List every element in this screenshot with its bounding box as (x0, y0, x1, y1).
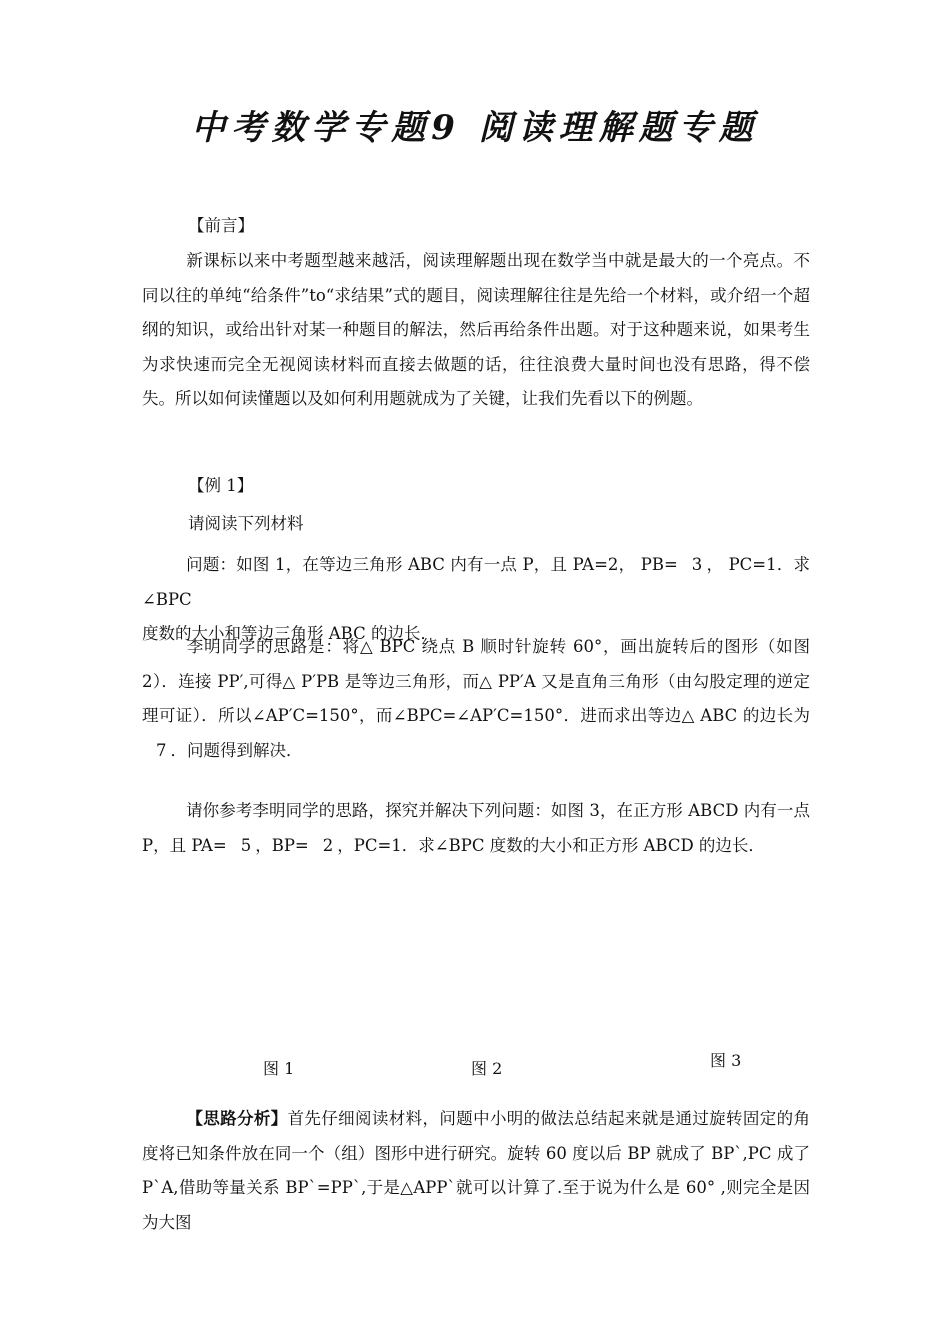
analysis-text: 首先仔细阅读材料，问题中小明的做法总结起来就是通过旋转固定的角度将已知条件放在同一个（组）图形中进行研究。旋转 60 度以后 BP 就成了 BP`,PC 成了 P`A,借助等量关系 BP`=PP`,于是△APP`就可以计算了.至于说为什么是 60° ,则完全是因为大图 (142, 1109, 811, 1232)
liming-text-a: 李明同学的思路是：将△ BPC 绕点 B 顺时针旋转 60°，画出旋转后的图形（如图 2）．连接 PP′,可得△ P′PB 是等边三角形，而△ PP′A 又是直角三角形（由勾股定理的逆定理可证）．所以∠AP′C=150°，而∠BPC=∠AP′C=150°．进而求出等边△ ABC 的边长为 (142, 637, 810, 725)
sqrt-3: 3 (682, 548, 703, 583)
figure-1-caption: 图 1 (263, 1059, 295, 1078)
figure-2-caption: 图 2 (471, 1059, 503, 1078)
problem-text-c: 度数的大小和等边三角形 ABC 的边长． (142, 624, 437, 643)
analysis-paragraph (142, 1102, 810, 1240)
example-label: 【例 1】 (188, 476, 254, 495)
preface-paragraph (142, 244, 810, 417)
task-text-c: ，PC=1．求∠BPC 度数的大小和正方形 ABCD 的边长． (337, 835, 765, 855)
sqrt-2: 2 (313, 829, 334, 864)
preface-text: 新课标以来中考题型越来越活，阅读理解题出现在数学当中就是最大的一个亮点。不同以往的单纯“给条件”to“求结果”式的题目，阅读理解往往是先给一个材料，或介绍一个超纲的知识，或给出针对某一种题目的解法，然后再给条件出题。对于这种题来说，如果考生为求快速而完全无视阅读材料而直接去做题的话，往往浪费大量时间也没有思路，得不偿失。所以如何读懂题以及如何利用题就成为了关键，让我们先看以下的例题。 (142, 251, 810, 408)
problem-text-b: ， PC=1．求∠BPC (142, 555, 810, 609)
task-text-b: ，BP= (255, 835, 309, 855)
page-title: 中考数学专题9 阅读理解题专题 (191, 108, 759, 148)
read-material: 请阅读下列材料 (188, 514, 304, 533)
analysis-label: 【思路分析】 (186, 1109, 288, 1128)
liming-text-b: ．问题得到解决． (170, 740, 303, 760)
figure-3-caption: 图 3 (710, 1051, 742, 1070)
sqrt-5: 5 (231, 829, 252, 864)
liming-paragraph (142, 630, 810, 768)
sqrt-7: 7 (146, 734, 167, 769)
problem-text-a: 问题：如图 1，在等边三角形 ABC 内有一点 P，且 PA=2， PB= (186, 555, 678, 574)
task-text-a: 请你参考李明同学的思路，探究并解决下列问题：如图 3，在正方形 ABCD 内有一点 P，且 PA= (142, 801, 810, 855)
preface-label: 【前言】 (188, 216, 254, 235)
task-paragraph (142, 794, 810, 863)
